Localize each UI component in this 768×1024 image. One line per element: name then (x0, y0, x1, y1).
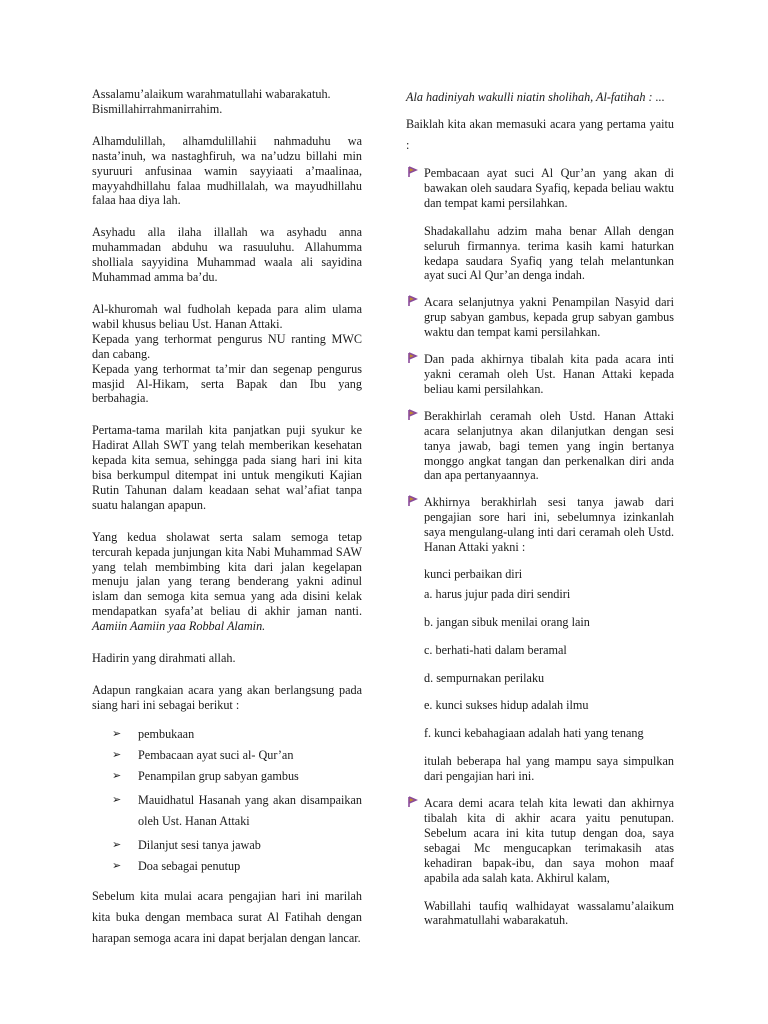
flag-bullet-icon (406, 295, 418, 307)
list-item: ➢ Doa sebagai penutup (112, 858, 241, 873)
hamdalah-paragraph: Alhamdulillah, alhamdulillahii nahmaduhu wa nasta’inuh, wa nastaghfiruh, wa na’udzu billahi min syuruuri anfusinaa wamin sayyiaati a’maalinaa, mayyahdhillahu falaa mudhillalah, wa mayudhillahu falaa haa diya lah. (92, 133, 362, 208)
greetings-paragraph (92, 302, 362, 406)
list-item: ➢ Mauidhatul Hasanah yang akan disampaikan oleh Ust. Hanan Attaki (92, 790, 362, 832)
left-column (92, 87, 362, 949)
flag-bullet-icon (406, 495, 418, 507)
kunci-item: a. harus jujur pada diri sendiri (424, 586, 571, 601)
conclusion-text: itulah beberapa hal yang mampu saya simpulkan dari pengajian hari ini. (424, 754, 674, 784)
list-item: Acara selanjutnya yakni Penampilan Nasyid dari grup sabyan gambus, kepada grup sabyan gambus waktu dan tempat kami persilahkan. (406, 295, 674, 340)
flag-bullet-icon (406, 166, 418, 178)
shadakallahu-paragraph: Shadakallahu adzim maha benar Allah dengan seluruh firmannya. terima kasih kami haturkan kedapa saudara Syafiq yang telah melantunkan ayat suci Al Qur’an denga indah. (424, 223, 674, 283)
sholawat-paragraph (92, 530, 362, 634)
list-item: Berakhirlah ceramah oleh Ustd. Hanan Attaki acara selanjutnya akan dilanjutkan dengan sesi tanya jawab, bagi temen yang ingin bertanya monggo angkat tangan dan perkenalkan diri anda dan apa pertanyaannya. (406, 409, 674, 484)
kunci-item: b. jangan sibuk menilai orang lain (424, 614, 590, 629)
event-list (406, 166, 674, 928)
arrow-bullet-icon: ➢ (112, 838, 122, 851)
kunci-item: c. berhati-hati dalam beramal (424, 642, 567, 657)
kunci-item: e. kunci sukses hidup adalah ilmu (424, 698, 589, 713)
list-item: ➢ Penampilan grup sabyan gambus (112, 768, 299, 783)
agenda-intro: Adapun rangkaian acara yang akan berlangsung pada siang hari ini sebagai berikut : (92, 683, 362, 712)
fatihah-invitation: Sebelum kita mulai acara pengajian hari ini marilah kita buka dengan membaca surat Al Fatihah dengan harapan semoga acara ini dapat berjalan dengan lancar. (92, 888, 362, 945)
closing-salam: Wabillahi taufiq walhidayat wassalamu’alaikum warahmatullahi wabarakatuh. (424, 898, 674, 928)
first-event-intro: Baiklah kita akan memasuki acara yang pertama yaitu : (406, 117, 674, 152)
greeting-takmir: Kepada yang terhormat ta’mir dan segenap pengurus masjid Al-Hikam, serta Bapak dan Ibu yang berbahagia. (92, 361, 362, 406)
kunci-title: kunci perbaikan diri (424, 566, 523, 581)
flag-bullet-icon (406, 352, 418, 364)
greeting-ulama: Al-khuromah wal fudholah kepada para alim ulama wabil khusus beliau Ust. Hanan Attaki. (92, 301, 362, 331)
basmalah-line: Bismillahirrahmanirrahim. (92, 101, 223, 116)
list-item: ➢ Pembacaan ayat suci al- Qur’an (112, 747, 294, 762)
salam-line: Assalamu’alaikum warahmatullahi wabarakatuh. (92, 87, 331, 101)
list-item: ➢ Dilanjut sesi tanya jawab (112, 837, 261, 852)
kunci-item: f. kunci kebahagiaan adalah hati yang tenang (424, 726, 644, 741)
agenda-list (92, 727, 362, 874)
arrow-bullet-icon: ➢ (112, 793, 122, 806)
fatihah-line: Ala hadiniyah wakulli niatin sholihah, Al-fatihah : ... (406, 90, 665, 104)
list-item: Pembacaan ayat suci Al Qur’an yang akan di bawakan oleh saudara Syafiq, kepada beliau waktu dan tempat kami persilahkan. Shadakallahu adzim maha benar Allah dengan seluruh firmannya. terima kasih kami haturkan kedapa saudara Syafiq yang telah melantunkan ayat suci Al Qur’an denga indah. (406, 166, 674, 283)
hadirin-line: Hadirin yang dirahmati allah. (92, 651, 236, 666)
greeting-nu: Kepada yang terhormat pengurus NU ranting MWC dan cabang. (92, 331, 362, 361)
arrow-bullet-icon: ➢ (112, 859, 122, 872)
sholawat-text: Yang kedua sholawat serta salam semoga tetap tercurah kepada junjungan kita Nabi Muhammad SAW yang telah membimbing kita dari jalan kegelapan menuju jalan yang terang benderang yakni adinul islam dan semoga kita semua yang ada disini kelak mendapatkan syafa’at beliau di akhir jaman nanti. (92, 529, 362, 619)
salam-opening (92, 87, 362, 117)
arrow-bullet-icon: ➢ (112, 769, 122, 782)
right-column (406, 87, 674, 940)
arrow-bullet-icon: ➢ (112, 748, 122, 761)
flag-bullet-icon (406, 796, 418, 808)
list-item: Acara demi acara telah kita lewati dan akhirnya tibalah kita di akhir acara yaitu penutupan. Sebelum acara ini kita tutup dengan doa, saya sebagai Mc mengucapkan terimakasih atas kehadiran bapak-ibu, dan saya mohon maaf apabila ada salah kata. Akhirul kalam, Wabillahi taufiq walhidayat wassalamu’alaikum warahmatullahi wabarakatuh. (406, 796, 674, 928)
list-item: Akhirnya berakhirlah sesi tanya jawab dari pengajian sore hari ini, sebelumnya izinkanlah saya mengulang-ulang inti dari ceramah oleh Ustd. Hanan Attaki yakni : kunci perbaikan diri a. harus jujur pada diri sendiri b. jangan sibuk menilai orang lain c. berhati-hati dalam beramal d. sempurnakan perilaku e. kunci sukses hidup adalah ilmu f. kunci kebahagiaan adalah hati yang tenang itulah beberapa hal yang mampu saya simpulkan dari pengajian hari ini. (406, 495, 674, 784)
syahadat-paragraph: Asyhadu alla ilaha illallah wa asyhadu anna muhammadan abduhu wa rasuuluhu. Allahumma sholliala sayyidina Muhammad waala ali sayidina Muhammad amma ba’du. (92, 225, 362, 285)
syukur-paragraph: Pertama-tama marilah kita panjatkan puji syukur ke Hadirat Allah SWT yang telah memberikan kesehatan kepada kita semua, sehingga pada siang hari ini kita bisa berkumpul ditempat ini untuk mengikuti Kajian Rutin Tahunan dalam keadaan sehat wal’afiat tanpa suatu halangan apapun. (92, 423, 362, 512)
arrow-bullet-icon: ➢ (112, 727, 122, 740)
kunci-item: d. sempurnakan perilaku (424, 670, 545, 685)
flag-bullet-icon (406, 409, 418, 421)
list-item: ➢ pembukaan (112, 726, 195, 741)
aamiin-text: Aamiin Aamiin yaa Robbal Alamin. (92, 619, 266, 634)
list-item: Dan pada akhirnya tibalah kita pada acara inti yakni ceramah oleh Ust. Hanan Attaki kepada beliau kami persilahkan. (406, 352, 674, 397)
